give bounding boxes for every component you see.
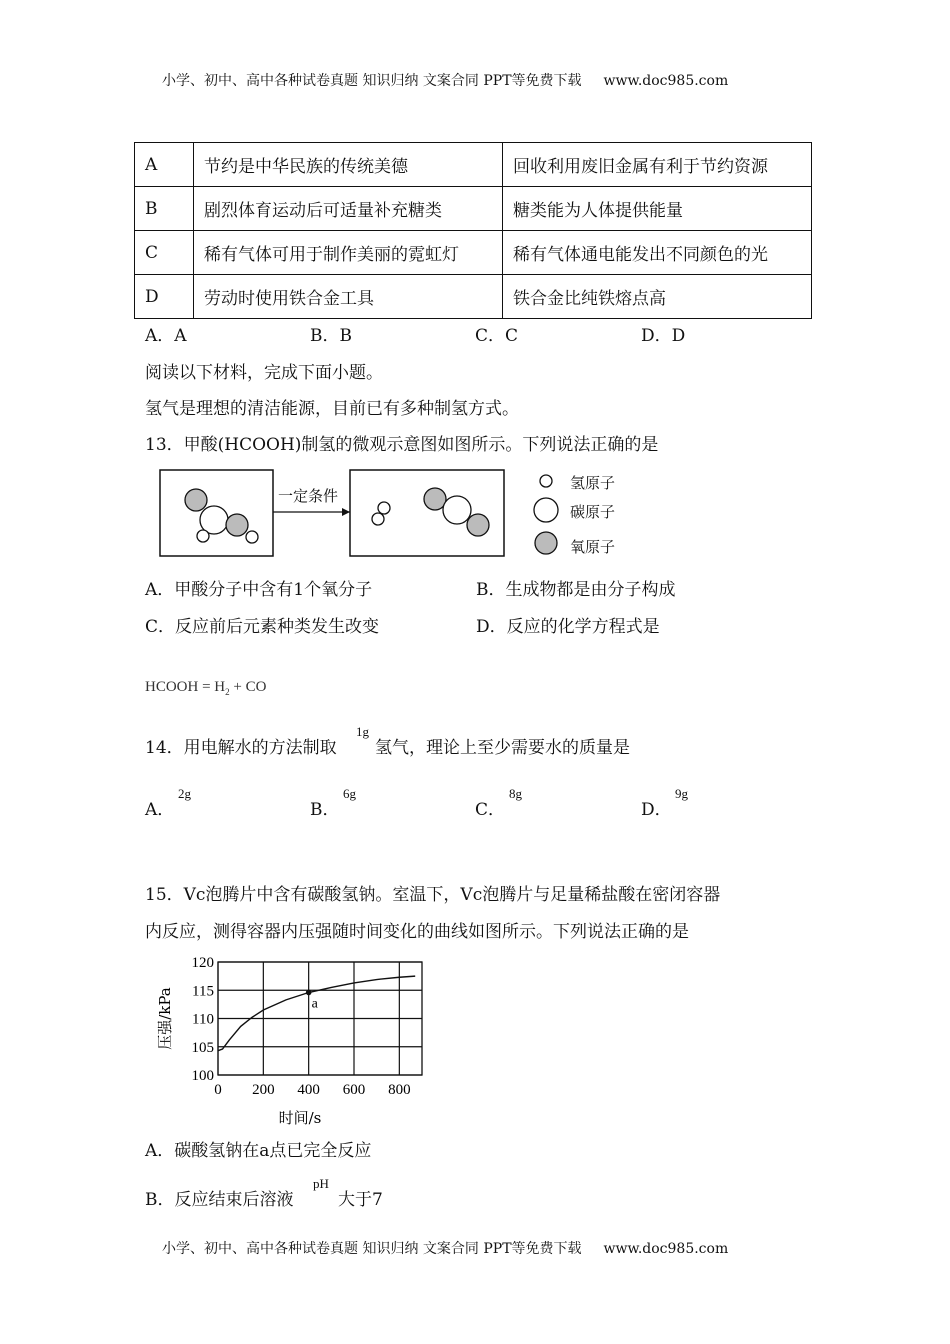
- q15-stem-1: 15．Vc泡腾片中含有碳酸氢钠。室温下，Vc泡腾片与足量稀盐酸在密闭容器: [145, 885, 721, 905]
- intro-text-2: 氢气是理想的清洁能源，目前已有多种制氢方式。: [145, 399, 519, 419]
- page-footer: [162, 1238, 728, 1258]
- reaction-diagram: [155, 465, 635, 565]
- table-cell: C: [135, 231, 194, 275]
- y-tick-label: 120: [191, 955, 214, 971]
- q13-option-c[interactable]: C．反应前后元素种类发生改变: [145, 617, 380, 637]
- y-tick-label: 115: [192, 983, 214, 1000]
- legend-carbon: 碳原子: [570, 503, 616, 521]
- y-axis-label: 压强/kPa: [156, 987, 174, 1050]
- table-cell: A: [135, 143, 194, 187]
- table-cell: 稀有气体可用于制作美丽的霓虹灯: [194, 231, 503, 275]
- x-tick-label: 0: [214, 1082, 222, 1098]
- x-tick-label: 600: [342, 1082, 366, 1098]
- q14-option-a-label[interactable]: A．: [145, 800, 175, 820]
- table-cell: 剧烈体育运动后可适量补充糖类: [194, 187, 503, 231]
- q14-option-b-label[interactable]: B．: [310, 800, 340, 820]
- footer-site: www.doc985.com: [603, 1241, 729, 1257]
- answer-table: [134, 142, 812, 319]
- y-tick-label: 105: [191, 1039, 214, 1056]
- q12-option-a[interactable]: A．A: [145, 326, 187, 346]
- table-row: [135, 275, 812, 319]
- q12-option-b[interactable]: B．B: [310, 326, 352, 346]
- q13-stem: 13．甲酸(HCOOH)制氢的微观示意图如图所示。下列说法正确的是: [145, 435, 659, 455]
- table-cell: 糖类能为人体提供能量: [503, 187, 812, 231]
- q14-stem-a: 14．用电解水的方法制取: [145, 738, 337, 758]
- table-cell: D: [135, 275, 194, 319]
- q13-option-a[interactable]: A．甲酸分子中含有1个氧分子: [145, 580, 373, 600]
- point-a-label: a: [311, 996, 318, 1012]
- q14-option-d-label[interactable]: D．: [641, 800, 672, 820]
- q12-option-c[interactable]: C．C: [475, 326, 519, 346]
- pressure-curve: [218, 976, 415, 1051]
- page-header: [162, 70, 728, 90]
- eq-sub: 2: [225, 687, 230, 697]
- x-axis-label: 时间/s: [278, 1109, 322, 1127]
- q14-option-b-value: 6g: [343, 786, 356, 801]
- q15-option-b-b: 大于7: [338, 1190, 383, 1210]
- q14-option-a-value: 2g: [178, 786, 191, 801]
- table-cell: 稀有气体通电能发出不同颜色的光: [503, 231, 812, 275]
- q14-sup: 1g: [356, 724, 369, 739]
- table-row: [135, 231, 812, 275]
- q13-option-b[interactable]: B．生成物都是由分子构成: [476, 580, 676, 600]
- q14-option-c-label[interactable]: C．: [475, 800, 506, 820]
- table-cell: B: [135, 187, 194, 231]
- arrow-label: 一定条件: [278, 487, 339, 505]
- table-cell: 劳动时使用铁合金工具: [194, 275, 503, 319]
- table-row: [135, 143, 812, 187]
- q14-stem-b: 氢气，理论上至少需要水的质量是: [375, 738, 630, 758]
- table-cell: 铁合金比纯铁熔点高: [503, 275, 812, 319]
- q14-option-d-value: 9g: [675, 786, 688, 801]
- eq-left: HCOOH = H: [145, 679, 226, 695]
- table-cell: 节约是中华民族的传统美德: [194, 143, 503, 187]
- table-row: [135, 187, 812, 231]
- point-a-marker: [306, 990, 312, 996]
- q15-option-b-sup: pH: [313, 1176, 329, 1191]
- x-tick-label: 200: [252, 1082, 275, 1098]
- q12-option-d[interactable]: D．D: [641, 326, 686, 346]
- footer-text: 小学、初中、高中各种试卷真题 知识归纳 文案合同 PPT等免费下载: [162, 1241, 582, 1257]
- q15-option-b-a[interactable]: B．反应结束后溶液: [145, 1190, 294, 1210]
- pressure-time-chart: [140, 950, 440, 1130]
- q14-option-c-value: 8g: [509, 786, 522, 801]
- q15-option-a[interactable]: A．碳酸氢钠在a点已完全反应: [145, 1141, 372, 1161]
- y-tick-label: 110: [192, 1011, 214, 1028]
- table-cell: 回收利用废旧金属有利于节约资源: [503, 143, 812, 187]
- intro-text: 阅读以下材料，完成下面小题。: [145, 363, 383, 383]
- y-tick-label: 100: [191, 1068, 214, 1084]
- legend-hydrogen: 氢原子: [570, 474, 616, 492]
- legend-oxygen: 氧原子: [570, 538, 616, 556]
- header-site: www.doc985.com: [603, 73, 729, 89]
- q13-option-d[interactable]: D．反应的化学方程式是: [476, 617, 660, 637]
- x-tick-label: 400: [297, 1082, 320, 1098]
- x-tick-label: 800: [388, 1082, 411, 1098]
- header-text: 小学、初中、高中各种试卷真题 知识归纳 文案合同 PPT等免费下载: [162, 73, 582, 89]
- equation: [145, 677, 266, 702]
- eq-right: + CO: [229, 679, 267, 695]
- q15-stem-2: 内反应，测得容器内压强随时间变化的曲线如图所示。下列说法正确的是: [145, 922, 689, 942]
